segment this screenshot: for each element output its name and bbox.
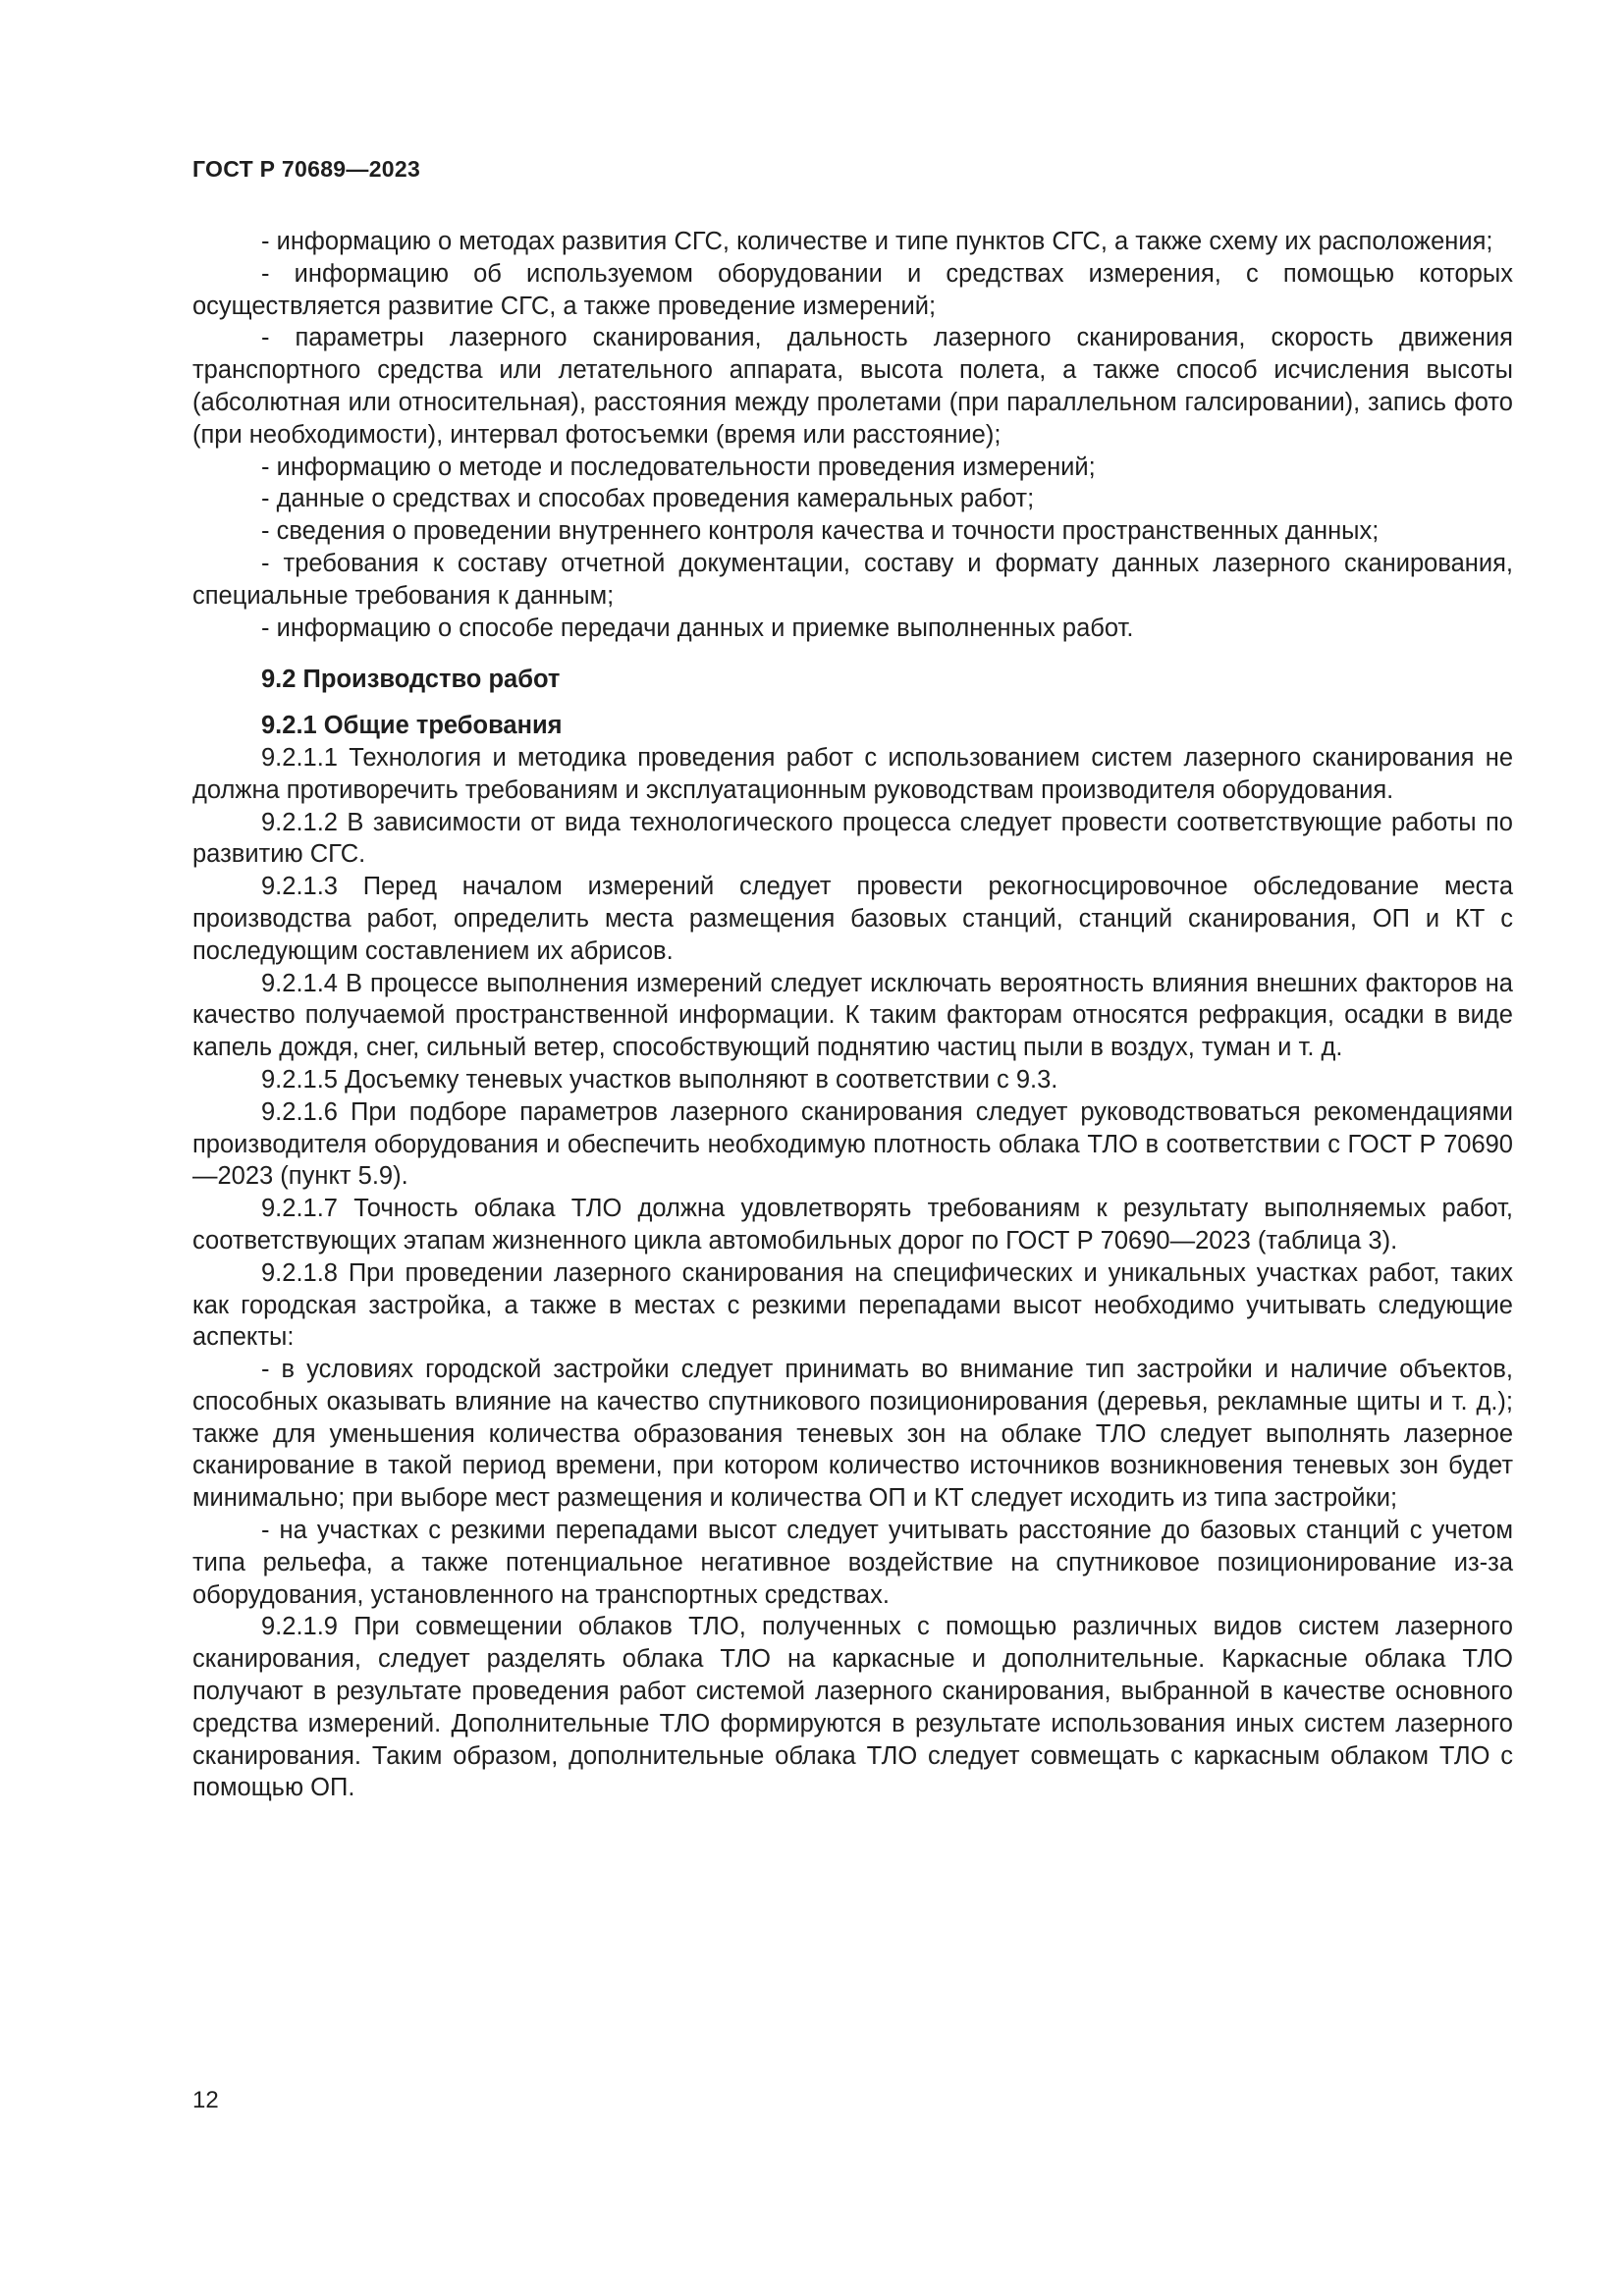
section-heading-9-2-1: 9.2.1 Общие требования: [261, 712, 563, 740]
list-item: - в условиях городской застройки следует принимать во внимание тип застройки и наличие объектов, способных оказывать влияние на качество спутникового позиционирования (деревья, рекламные щиты и т. д.); также для уменьшения количества образования теневых зон на облаке ТЛО следует выполнять лазерное сканирование в такой период времени, при котором количество источников возникновения теневых зон будет минимально; при выборе мест размещения и количества ОП и КТ следует исходить из типа застройки;: [192, 1356, 1513, 1513]
paragraph-9-2-1-1: 9.2.1.1 Технология и методика проведения работ с использованием систем лазерного сканирования не должна противоречить требованиям и эксплуатационным руководствам производителя оборудования.: [192, 743, 1513, 804]
list-item: - информацию о методах развития СГС, количестве и типе пунктов СГС, а также схему их расположения;: [261, 228, 1493, 255]
paragraph-9-2-1-8: 9.2.1.8 При проведении лазерного сканирования на специфических и уникальных участках работ, таких как городская застройка, а также в местах с резкими перепадами высот необходимо учитывать следующие аспекты:: [192, 1258, 1513, 1352]
paragraph-9-2-1-6: 9.2.1.6 При подборе параметров лазерного сканирования следует руководствоваться рекомендациями производителя оборудования и обеспечить необходимую плотность облака ТЛО в соответствии с ГОСТ Р 70690—2023 (пункт 5.9).: [192, 1097, 1513, 1191]
paragraph-9-2-1-3: 9.2.1.3 Перед началом измерений следует провести рекогносцировочное обследование места производства работ, определить места размещения базовых станций, станций сканирования, ОП и КТ с последующим составлением их абрисов.: [192, 873, 1513, 965]
document-header: ГОСТ Р 70689—2023: [192, 156, 421, 182]
list-item: - данные о средствах и способах проведения камеральных работ;: [261, 485, 1035, 513]
list-item: - информацию о методе и последовательности проведения измерений;: [261, 453, 1096, 481]
paragraph-9-2-1-5: 9.2.1.5 Досъемку теневых участков выполняют в соответствии с 9.3.: [261, 1065, 1058, 1094]
paragraph-9-2-1-2: 9.2.1.2 В зависимости от вида технологического процесса следует провести соответствующие работы по развитию СГС.: [192, 808, 1513, 869]
page-number: 12: [192, 2087, 219, 2113]
paragraph-9-2-1-7: 9.2.1.7 Точность облака ТЛО должна удовлетворять требованиям к результату выполняемых работ, соответствующих этапам жизненного цикла автомобильных дорог по ГОСТ Р 70690—2023 (таблица 3).: [192, 1195, 1513, 1255]
list-item: - информацию об используемом оборудовании и средствах измерения, с помощью которых осуществляется развитие СГС, а также проведение измерений;: [192, 259, 1513, 320]
paragraph-9-2-1-4: 9.2.1.4 В процессе выполнения измерений следует исключать вероятность влияния внешних факторов на качество получаемой пространственной информации. К таким факторам относятся рефракция, осадки в виде капель дождя, снег, сильный ветер, способствующий поднятию частиц пыли в воздух, туман и т. д.: [192, 969, 1513, 1062]
paragraph-9-2-1-9: 9.2.1.9 При совмещении облаков ТЛО, полученных с помощью различных видов систем лазерного сканирования, следует разделять облака ТЛО на каркасные и дополнительные. Каркасные облака ТЛО получают в результате проведения работ системой лазерного сканирования, выбранной в качестве основного средства измерений. Дополнительные ТЛО формируются в результате использования иных систем лазерного сканирования. Таким образом, дополнительные облака ТЛО следует совмещать с каркасным облаком ТЛО с помощью ОП.: [192, 1613, 1513, 1802]
list-item: - информацию о способе передачи данных и приемке выполненных работ.: [261, 614, 1134, 642]
document-body: [192, 226, 1513, 1804]
list-item: - сведения о проведении внутреннего контроля качества и точности пространственных данных;: [261, 517, 1380, 546]
section-heading-9-2: 9.2 Производство работ: [261, 666, 561, 694]
list-item: - на участках с резкими перепадами высот следует учитывать расстояние до базовых станций с учетом типа рельефа, а также потенциальное негативное воздействие на спутниковое позиционирование из-за оборудования, установленного на транспортных средствах.: [192, 1517, 1513, 1609]
list-item: - требования к составу отчетной документации, составу и формату данных лазерного сканирования, специальные требования к данным;: [192, 549, 1513, 610]
list-item: - параметры лазерного сканирования, дальность лазерного сканирования, скорость движения транспортного средства или летательного аппарата, высота полета, а также способ исчисления высоты (абсолютная или относительная), расстояния между пролетами (при параллельном галсировании), запись фото (при необходимости), интервал фотосъемки (время или расстояние);: [192, 324, 1513, 449]
